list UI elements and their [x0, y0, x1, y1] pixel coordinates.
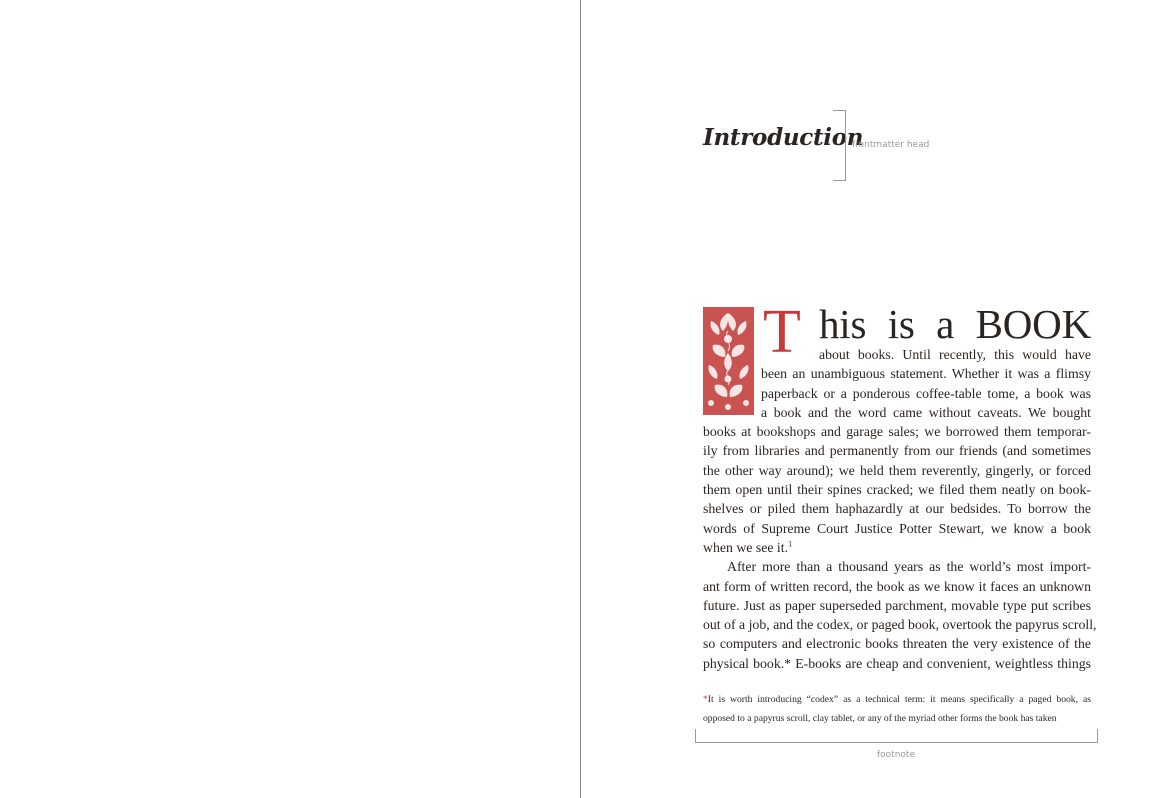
body-line: ily from libraries and permanently from our friends (and sometimes — [703, 443, 1091, 459]
body-last-text: when we see it. — [703, 539, 789, 555]
body-line: books at bookshops and garage sales; we borrowed them temporar- — [703, 424, 1091, 440]
body-line: a book and the word came without caveats. We bought — [761, 404, 1091, 420]
head-bracket-guide — [833, 110, 846, 181]
paragraph-1 — [703, 345, 1097, 673]
body-line: After more than a thousand years as the world’s most import- — [727, 559, 1091, 575]
head-annotation: frontmatter head — [852, 140, 930, 150]
body-line: been an unambiguous statement. Whether it was a flimsy — [761, 366, 1091, 382]
footnote-ref-1[interactable]: 1 — [788, 539, 793, 549]
body-line: paperback or a ponderous coffee-table tome, a book was — [761, 385, 1091, 401]
footnote-bracket-guide — [695, 729, 1098, 743]
body-line: the other way around); we held them reverently, gingerly, or forced — [703, 462, 1091, 478]
footnote-line-2: opposed to a papyrus scroll, clay tablet, or any of the myriad other forms the book has taken — [703, 713, 1057, 725]
lead-in-caps: his is a BOOK — [819, 301, 1091, 347]
body-line: so computers and electronic books threaten the very existence of the — [703, 636, 1091, 652]
chapter-title: Introduction — [703, 124, 864, 151]
footnote-line-1: It is worth introducing “codex” as a technical term: it means specifically a paged book, as — [707, 694, 1091, 705]
body-line-last — [703, 538, 1091, 557]
body-line: shelves or piled them haphazardly at our bedsides. To borrow the — [703, 501, 1091, 517]
footnote — [703, 691, 1091, 730]
body-line: them open until their spines cracked; we filed them neatly on book- — [703, 482, 1091, 498]
body-line: about books. Until recently, this would have — [819, 347, 1091, 362]
drop-cap: T — [763, 298, 801, 366]
footnote-line — [703, 691, 1091, 710]
footnote-mark: * — [703, 694, 708, 705]
body-line: words of Supreme Court Justice Potter Stewart, we know a book — [703, 520, 1091, 536]
left-page-blank — [0, 0, 580, 798]
body-line: out of a job, and the codex, or paged book, overtook the papyrus scroll, — [703, 617, 1097, 633]
body-line: future. Just as paper superseded parchment, movable type put scribes — [703, 597, 1091, 613]
footnote-annotation: footnote — [877, 750, 915, 760]
body-line: ant form of written record, the book as we know it faces an unknown — [703, 578, 1091, 594]
right-page — [581, 0, 1166, 798]
body-line: physical book.* E-books are cheap and convenient, weightless things — [703, 655, 1091, 671]
